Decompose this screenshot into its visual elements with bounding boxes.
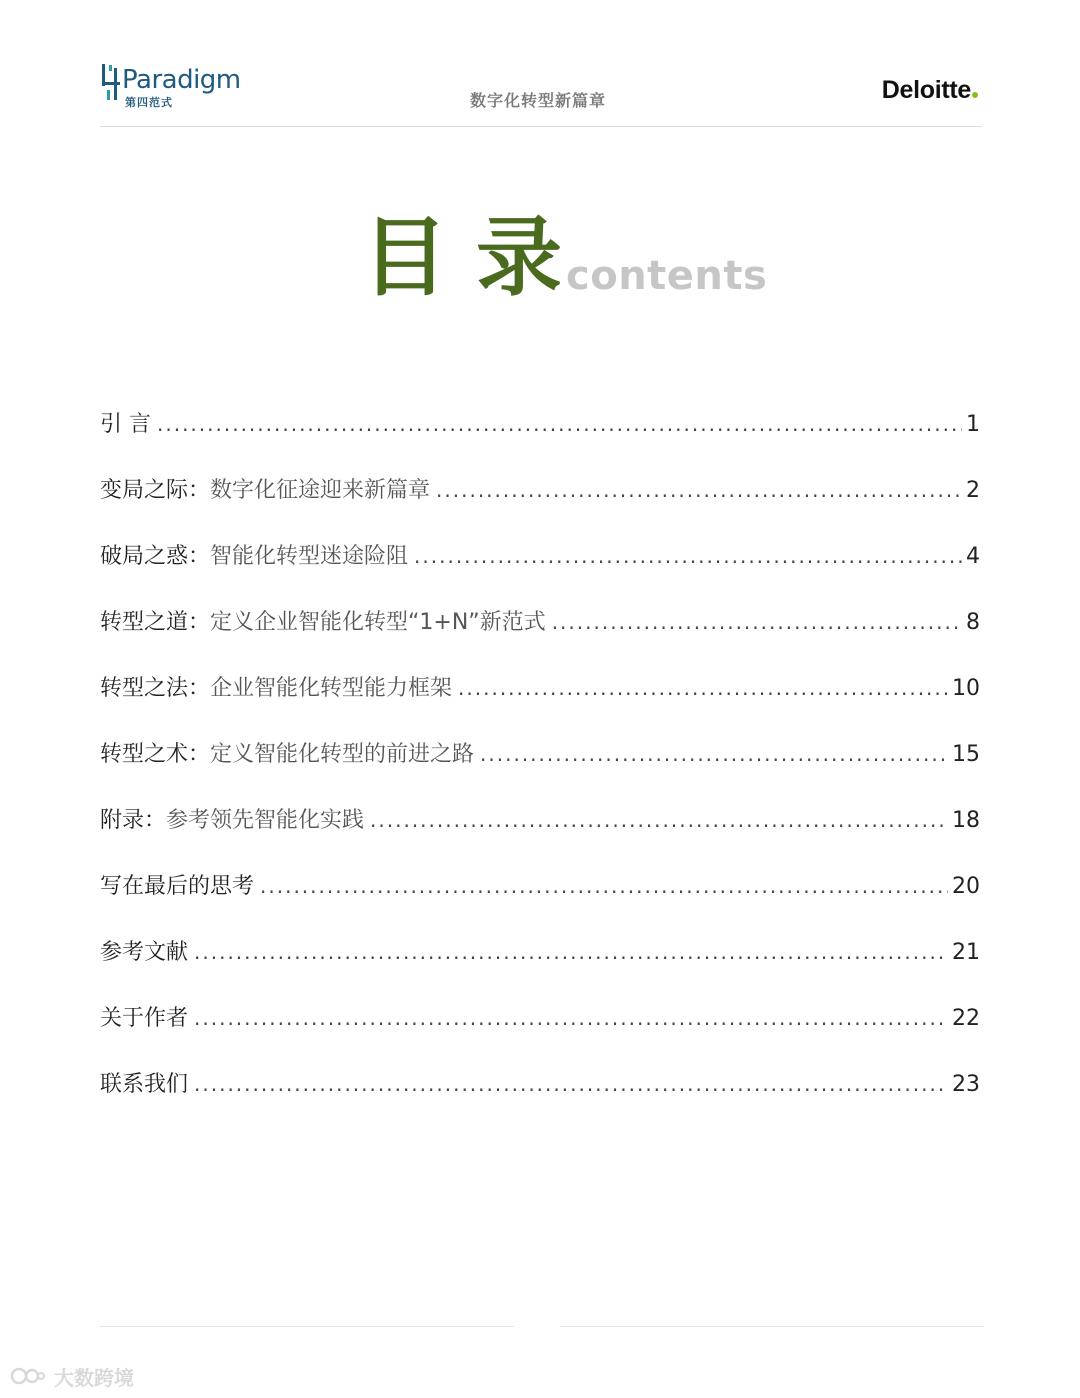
toc-entry-heading: 参考文献 (100, 940, 189, 965)
toc-dot-leader (260, 862, 948, 910)
4paradigm-logo (100, 58, 241, 110)
toc-entry-heading: 写在最后的思考 (100, 874, 255, 899)
toc-dot-leader (552, 598, 962, 646)
page-title-chinese: 目录 (362, 208, 590, 308)
toc-dot-leader (436, 466, 962, 514)
toc-page-number: 1 (966, 412, 980, 437)
toc-entry-heading: 变局之际： (100, 478, 211, 503)
toc-entry[interactable] (100, 466, 980, 532)
document-title: 数字化转型新篇章 (470, 91, 607, 110)
toc-page-number: 21 (952, 940, 980, 965)
toc-dot-leader (194, 928, 948, 976)
toc-page-number: 22 (952, 1006, 980, 1031)
toc-dot-leader (480, 730, 948, 778)
toc-entry[interactable] (100, 928, 980, 994)
toc-entry-heading: 联系我们 (100, 1072, 189, 1097)
toc-entry-heading: 破局之惑： (100, 544, 211, 569)
toc-entry[interactable] (100, 730, 980, 796)
toc-entry-subtitle: 智能化转型迷途险阻 (210, 544, 409, 569)
toc-entry-subtitle: 企业智能化转型能力框架 (210, 676, 453, 701)
toc-page-number: 20 (952, 874, 980, 899)
footer-divider-right (560, 1326, 984, 1327)
toc-dot-leader (194, 1060, 948, 1108)
toc-page-number: 18 (952, 808, 980, 833)
toc-dot-leader (370, 796, 948, 844)
footer-divider-left (100, 1326, 514, 1327)
watermark (10, 1362, 134, 1390)
toc-entry[interactable] (100, 598, 980, 664)
toc-page-number: 4 (966, 544, 980, 569)
toc-page-number: 15 (952, 742, 980, 767)
deloitte-wordmark: Deloitte (881, 76, 971, 104)
toc-entry-heading: 转型之法： (100, 676, 211, 701)
toc-entry-subtitle: 数字化征途迎来新篇章 (210, 478, 431, 503)
deloitte-logo (882, 76, 978, 105)
toc-dot-leader (194, 994, 948, 1042)
logo-wordmark: Paradigm (122, 65, 241, 95)
toc-entry-subtitle: 参考领先智能化实践 (166, 808, 365, 833)
4paradigm-logo-icon (100, 62, 124, 102)
toc-entry-subtitle: 定义智能化转型的前进之路 (210, 742, 475, 767)
toc-dot-leader (157, 400, 962, 448)
toc-entry-heading: 转型之术： (100, 742, 211, 767)
toc-entry[interactable] (100, 796, 980, 862)
page-title-english: contents (566, 253, 768, 299)
deloitte-dot-icon (972, 92, 978, 98)
toc-entry[interactable] (100, 1060, 980, 1126)
toc-entry-heading: 引 言 (100, 412, 151, 437)
toc-entry[interactable] (100, 532, 980, 598)
toc-entry[interactable] (100, 400, 980, 466)
toc-entry-subtitle: 定义企业智能化转型“1+N”新范式 (210, 610, 546, 635)
toc-entry[interactable] (100, 862, 980, 928)
toc-dot-leader (458, 664, 948, 712)
toc-entry[interactable] (100, 664, 980, 730)
logo-subtitle: 第四范式 (125, 96, 173, 109)
toc-entry-heading: 转型之道： (100, 610, 211, 635)
watermark-logo-icon (10, 1365, 46, 1387)
watermark-text: 大数跨境 (54, 1365, 134, 1390)
page-header (100, 58, 982, 127)
toc-page-number: 23 (952, 1072, 980, 1097)
toc-entry-heading: 关于作者 (100, 1006, 189, 1031)
toc-dot-leader (414, 532, 962, 580)
toc-entry-heading: 附录： (100, 808, 167, 833)
page-title (362, 208, 768, 308)
toc-page-number: 10 (952, 676, 980, 701)
toc-page-number: 8 (966, 610, 980, 635)
table-of-contents (100, 400, 980, 1126)
toc-entry[interactable] (100, 994, 980, 1060)
toc-page-number: 2 (966, 478, 980, 503)
